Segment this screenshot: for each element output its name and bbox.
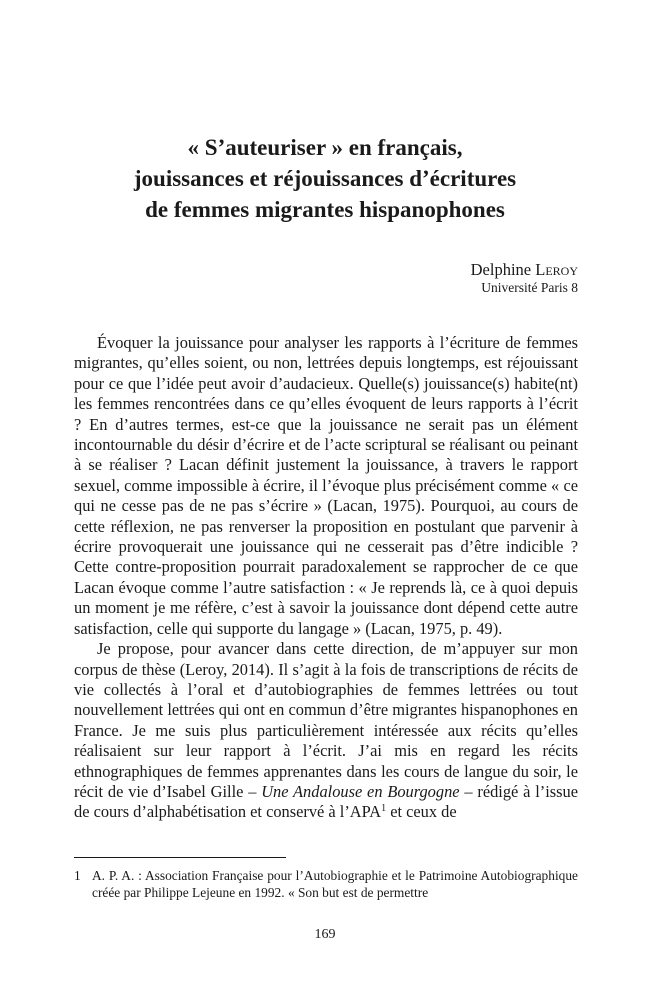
article-body [74, 333, 578, 823]
book-title: Une Andalouse en Bourgogne [261, 781, 460, 801]
title-line-2: jouissances et réjouissances d’écritures [133, 166, 517, 191]
footnote-text: A. P. A. : Association Française pour l’Autobiographie et le Patrimoine Autobiographique créée par Philippe Lejeune en 1992. « Son but est de permettre [92, 868, 578, 900]
title-line-1: « S’auteuriser » en français, [187, 135, 463, 160]
paragraph-2-end: et ceux de [386, 802, 457, 822]
article-title [75, 132, 575, 225]
paragraph-2 [74, 639, 578, 823]
paragraph-1: Évoquer la jouissance pour analyser les rapports à l’écriture de femmes migrantes, qu’elles soient, ou non, lettrées depuis longtemps, est réjouissant pour ce que l’idée peut avoir d’audacieux. Quelle(s) jouissance(s) habite(nt) les femmes rencontrées dans ce qu’elles évoquent de leurs rapports à l’écrit ? En d’autres termes, est-ce que la jouissance ne serait pas un élément incontournable du désir d’écrire et de l’acte scriptural se réalisant ou peinant à se réaliser ? Lacan définit justement la jouissance, à travers le rapport sexuel, comme impossible à écrire, il l’évoque plus précisément comme « ce qui ne cesse pas de ne pas s’écrire » (Lacan, 1975). Pourquoi, au cours de cette réflexion, ne pas renverser la proposition en postulant que parvenir à écrire provoquerait une jouissance qui ne cesserait pas d’être indicible ? Cette contre-proposition pourrait paradoxalement se rapprocher de ce que Lacan évoque comme l’autre satisfaction : « Je reprends là, ce à quoi depuis un moment je me réfère, c’est à savoir la jouissance dont dépend cette autre satisfaction, celle qui supporte du langage » (Lacan, 1975, p. 49). [74, 333, 578, 638]
author-first-name: Delphine [470, 260, 532, 279]
paragraph-2-text: Je propose, pour avancer dans cette direction, de m’appuyer sur mon corpus de thèse (Leroy, 2014). Il s’agit à la fois de transcriptions de récits de vie collectés à l’oral et d’autobiographies de femmes lettrées ou tout nouvellement lettrées qui ont en commun d’être migrantes hispanophones en France. Je me suis plus particulièrement intéressée aux récits qu’elles réalisaient sur leur rapport à l’écrit. J’ai mis en regard les récits ethnographiques de femmes apprenantes dans les cours de langue du soir, le récit de vie d’Isabel Gille – [74, 639, 578, 801]
footnote-separator [74, 857, 286, 858]
author-last-name: Leroy [535, 260, 578, 279]
author-name [471, 260, 578, 280]
footnote [74, 868, 578, 901]
footnote-marker[interactable]: 1 [381, 803, 387, 815]
page-number: 169 [314, 927, 336, 942]
title-line-3: de femmes migrantes hispanophones [145, 197, 505, 222]
paragraph-2-text-continued: – rédigé à l’issue de cours d’alphabétisation et conservé à l’APA [74, 781, 578, 822]
author-affiliation: Université Paris 8 [481, 280, 578, 295]
footnote-number: 1 [74, 868, 81, 883]
